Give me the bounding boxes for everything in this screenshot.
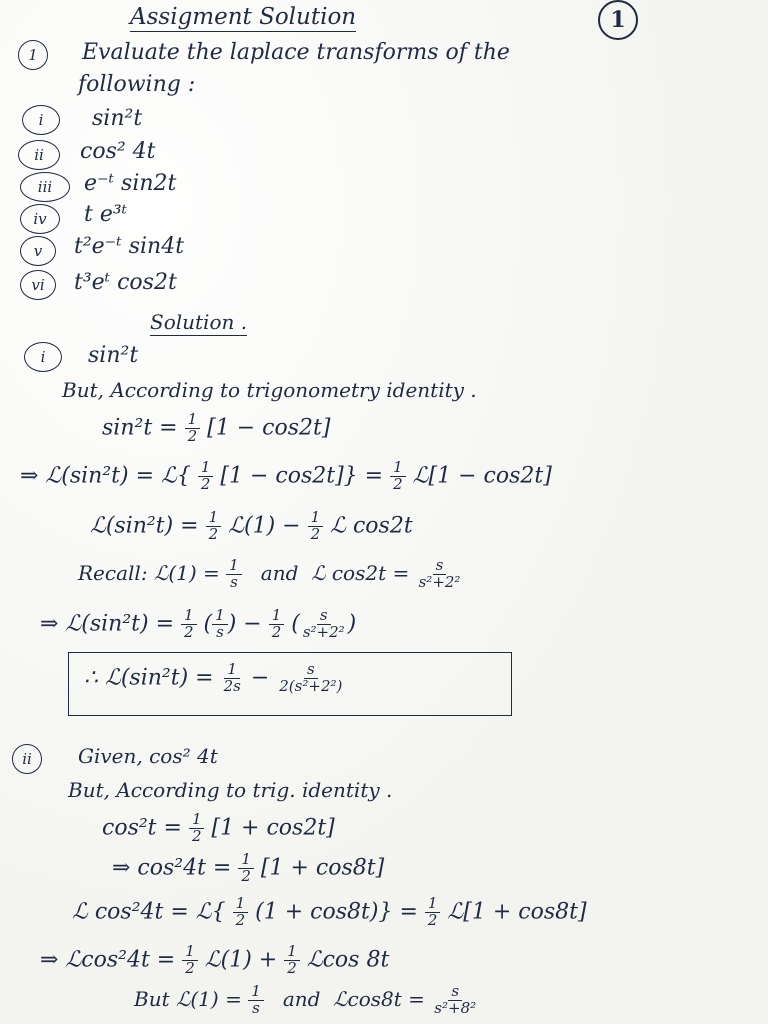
- part-i-line4-right: ℒ cos2t: [330, 513, 413, 539]
- frac-num: 1: [425, 896, 441, 913]
- frac-den: 2: [208, 524, 219, 543]
- item-label-text: i: [38, 111, 44, 129]
- frac-num: 1: [206, 510, 222, 527]
- fraction-half: [206, 510, 222, 543]
- part-ii-line5-right: ℒcos 8t: [306, 947, 390, 973]
- part-ii-line6-left: But ℒ(1) =: [134, 986, 249, 1011]
- frac-num: s: [304, 662, 318, 679]
- part-i-label: [24, 342, 62, 372]
- frac-den: 2: [191, 826, 202, 845]
- part-ii-line4: [72, 896, 587, 929]
- frac-den: 2: [287, 958, 297, 977]
- frac-den: 2: [241, 866, 251, 885]
- part-ii-line1: But, According to trig. identity .: [68, 778, 393, 802]
- part-ii-line3-left: ⇒ cos²4t =: [112, 855, 239, 881]
- question-prompt-line1: Evaluate the laplace transforms of the: [82, 40, 510, 65]
- item-label-text: iv: [33, 210, 47, 228]
- part-i-line6: ⇒ ℒ(sin²t) = $\frac{1}{2}$ ( $\frac{1}{s}$ ) − $\frac{1}{2}$ ( $\frac{s}{\text{s²+2²}}$ ): [40, 606, 357, 641]
- frac-num: 1: [390, 460, 406, 477]
- frac-den: 2: [185, 958, 195, 977]
- part-i-line2: [102, 412, 330, 445]
- item-label: [20, 236, 56, 266]
- item-expr: e⁻ᵗ sin2t: [84, 171, 177, 196]
- part-ii-label: [12, 744, 42, 774]
- item-label: [20, 270, 56, 300]
- part-ii-line6-right: ℒcos8t =: [333, 986, 432, 1011]
- part-ii-line6: [134, 984, 479, 1017]
- page-title: Assigment Solution: [130, 4, 357, 30]
- fraction-half: [238, 852, 254, 885]
- question-prompt-line2: following :: [78, 72, 196, 97]
- fraction-half: [185, 412, 201, 445]
- fraction-s-over: [300, 608, 348, 641]
- item-label-text: v: [33, 242, 43, 260]
- part-ii-line2-right: [1 + cos2t]: [211, 815, 335, 841]
- part-i-line6-mid: −: [243, 611, 269, 637]
- part-i-line1: But, According to trigonometry identity .: [62, 378, 477, 402]
- frac-den: 2: [184, 622, 194, 641]
- page-number: 1: [610, 7, 626, 33]
- fraction-half: [390, 460, 406, 493]
- frac-den: s²+2²: [302, 622, 345, 641]
- part-i-line4-left: ℒ(sin²t) =: [90, 513, 206, 539]
- frac-num: 1: [189, 812, 205, 829]
- frac-den: 2: [310, 524, 321, 543]
- frac-den: s: [252, 998, 260, 1017]
- part-i-line3: [20, 460, 552, 493]
- frac-num: 1: [238, 852, 254, 869]
- recall-a: ℒ(1) =: [153, 560, 227, 585]
- frac-den: 2: [393, 474, 403, 493]
- item-label-text: vi: [31, 276, 45, 294]
- part-ii-line2-left: cos²t =: [102, 815, 189, 841]
- part-i-line2-right: [1 − cos2t]: [207, 415, 331, 441]
- frac-num: 1: [224, 662, 240, 679]
- part-i-line4-mid: ℒ(1) −: [228, 513, 308, 539]
- item-label: [22, 105, 60, 135]
- frac-num: 1: [226, 558, 242, 575]
- page-number-badge: [598, 0, 638, 40]
- part-ii-line5-left: ⇒ ℒcos²4t =: [40, 947, 183, 973]
- frac-num: 1: [269, 608, 285, 625]
- fraction-half: [284, 944, 300, 977]
- part-i-label-text: i: [40, 348, 46, 366]
- recall-and: and: [260, 560, 299, 585]
- fraction-one-over-s: [248, 984, 264, 1017]
- result-mid: −: [250, 665, 277, 691]
- solution-heading: Solution .: [150, 310, 248, 334]
- item-expr: sin²t: [92, 106, 143, 131]
- part-ii-line2: [102, 812, 335, 845]
- fraction-s-over: [416, 558, 464, 591]
- fraction-half: [269, 608, 285, 641]
- part-ii-line3: [112, 852, 384, 885]
- question-number-text: 1: [28, 46, 38, 64]
- frac-den: s: [230, 572, 238, 591]
- fraction-half: [308, 510, 324, 543]
- item-label-text: ii: [34, 146, 44, 164]
- fraction-one-over-s: [226, 558, 242, 591]
- frac-num: 1: [233, 896, 249, 913]
- frac-num: 1: [248, 984, 264, 1001]
- frac-num: 1: [182, 944, 198, 961]
- frac-num: s: [433, 558, 447, 575]
- frac-den: 2: [271, 622, 282, 641]
- part-i-line3-left: ⇒ ℒ(sin²t) = ℒ{: [20, 463, 191, 489]
- frac-den: s²+2²: [418, 572, 461, 591]
- frac-den: 2: [427, 910, 438, 929]
- part-i-line2-left: sin²t =: [102, 415, 185, 441]
- fraction-half: [181, 608, 197, 641]
- fraction-half: [182, 944, 198, 977]
- frac-num: 1: [284, 944, 300, 961]
- item-label: [20, 204, 60, 234]
- part-ii-label-text: ii: [22, 750, 32, 768]
- item-expr: t²e⁻ᵗ sin4t: [74, 234, 185, 259]
- item-label: [18, 140, 60, 170]
- frac-num: 1: [198, 460, 214, 477]
- item-label: [20, 172, 70, 202]
- frac-den: 2: [235, 910, 246, 929]
- frac-den: 2s: [223, 676, 241, 695]
- fraction-half: [189, 812, 205, 845]
- fraction-result-2: [276, 662, 345, 695]
- part-ii-line4-right: ℒ[1 + cos8t]: [447, 899, 587, 925]
- frac-den: 2: [200, 474, 211, 493]
- part-i-recall: [78, 558, 463, 591]
- frac-den: 2(s²+2²): [279, 676, 343, 695]
- fraction-half: [198, 460, 214, 493]
- fraction-result-1: [221, 662, 244, 695]
- part-ii-given: Given, cos² 4t: [78, 744, 218, 768]
- part-i-result: [84, 662, 345, 695]
- fraction-half: [233, 896, 249, 929]
- fraction-s-over-s8: [431, 984, 479, 1017]
- frac-num: 1: [308, 510, 324, 527]
- frac-num: 1: [181, 608, 197, 625]
- frac-den: 2: [187, 426, 198, 445]
- part-i-line3-right: ℒ[1 − cos2t]: [412, 463, 552, 489]
- item-expr: t³eᵗ cos2t: [74, 270, 177, 295]
- part-ii-line4-left: ℒ cos²4t = ℒ{: [72, 899, 226, 925]
- part-ii-line3-right: [1 + cos8t]: [260, 855, 385, 881]
- part-ii-line5-mid: ℒ(1) +: [204, 947, 285, 973]
- frac-num: 1: [185, 412, 201, 429]
- frac-den: s: [216, 622, 224, 641]
- item-label-text: iii: [37, 178, 53, 196]
- recall-label: Recall:: [78, 560, 148, 585]
- part-ii-line6-and: and: [282, 986, 321, 1011]
- fraction-one-over-s: [212, 608, 228, 641]
- part-i-expr: sin²t: [88, 343, 139, 368]
- part-ii-line5: [40, 944, 389, 977]
- item-expr: t e³ᵗ: [84, 202, 128, 227]
- frac-den: s²+8²: [434, 998, 477, 1017]
- part-i-line6-left: ⇒ ℒ(sin²t) =: [40, 611, 182, 637]
- result-left: ∴ ℒ(sin²t) =: [84, 665, 221, 691]
- item-expr: cos² 4t: [80, 139, 156, 164]
- fraction-half: [425, 896, 441, 929]
- part-i-line4: [90, 510, 413, 543]
- frac-num: s: [317, 608, 331, 625]
- frac-num: s: [448, 984, 462, 1001]
- question-number: [18, 40, 48, 70]
- part-i-line3-mid: [1 − cos2t]} =: [220, 463, 391, 489]
- recall-b: ℒ cos2t =: [311, 560, 416, 585]
- part-ii-line4-mid: (1 + cos8t)} =: [255, 899, 425, 925]
- frac-num: 1: [212, 608, 228, 625]
